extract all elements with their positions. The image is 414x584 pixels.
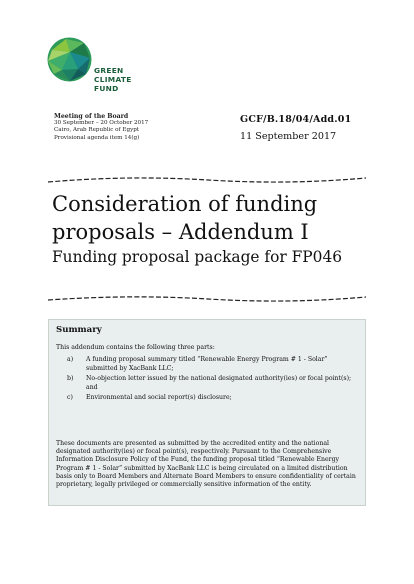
logo-line-2: CLIMATE [94,75,132,84]
document-date: 11 September 2017 [240,131,337,142]
list-item [56,375,356,392]
meeting-heading: Meeting of the Board [54,113,129,120]
summary-intro: This addendum contains the following three parts: [56,344,215,351]
list-item-text: A funding proposal summary titled “Renewable Energy Program # 1 - Solar” submitted by XacBank LLC; [86,356,328,372]
title-line-2: proposals – Addendum I [52,220,309,244]
gcf-logo [46,36,166,98]
summary-paragraph: These documents are presented as submitted by the accredited entity and the national designated authority(ies) or focal point(s), respectively. Pursuant to the Comprehensive Information Disclosure Policy of the Fund, the funding proposal titled “Renewable Energy Program # 1 - Solar” submitted by XacBank LLC is being circulated on a limited distribution basis only to Board Members and Alternate Board Members to ensure confidentiality of certain proprietary, legally privileged or commercially sensitive information of the entity. [56,440,356,489]
logo-line-3: FUND [94,84,119,93]
wave-divider-top [48,175,366,185]
page-subtitle: Funding proposal package for FP046 [52,248,343,266]
list-item [56,394,356,403]
list-item [56,356,356,373]
wave-divider-bottom [48,294,366,304]
title-line-1: Consideration of funding [52,192,318,216]
logo-wordmark [94,66,132,93]
list-marker: a) [67,356,74,363]
summary-list [56,356,356,405]
list-marker: c) [67,394,73,401]
page-title [52,190,317,246]
logo-line-1: GREEN [94,66,124,75]
summary-title: Summary [56,325,102,335]
summary-box [48,319,366,506]
list-item-text: No-objection letter issued by the national designated authority(ies) or focal point(s); and [86,375,352,391]
meeting-info [54,113,148,142]
meeting-dates: 30 September – 20 October 2017 [54,120,149,127]
globe-icon [46,36,93,83]
agenda-item: Provisional agenda item 14(g) [54,134,140,141]
list-item-text: Environmental and social report(s) disclosure; [86,394,232,401]
list-marker: b) [67,375,74,382]
meeting-place: Cairo, Arab Republic of Egypt [54,127,140,134]
document-id: GCF/B.18/04/Add.01 [240,114,352,125]
